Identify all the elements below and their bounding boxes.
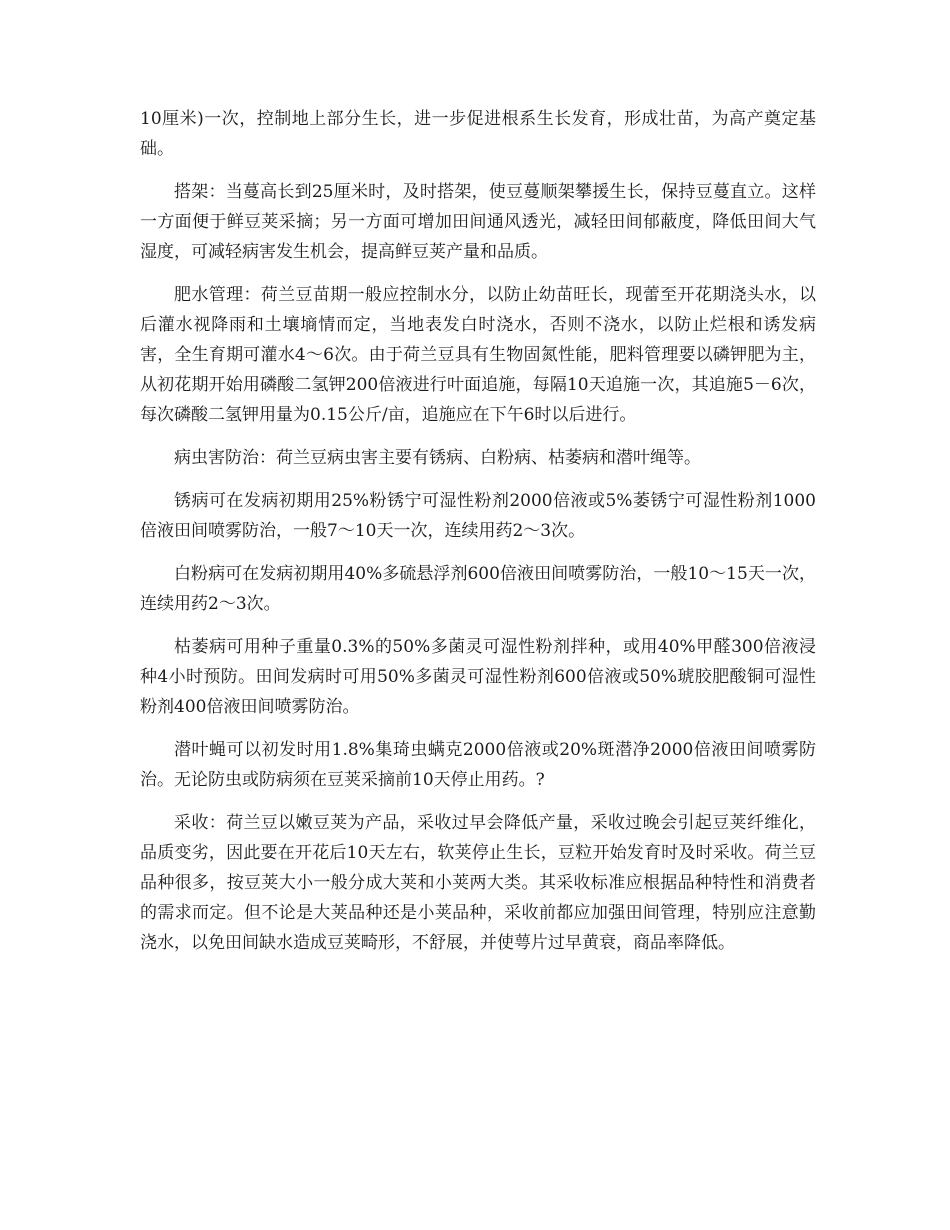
document-page — [140, 104, 816, 971]
paragraph-leaf-miner: 潜叶蝇可以初发时用1.8%集琦虫螨克2000倍液或20%斑潜净2000倍液田间喷雾防治。无论防虫或防病须在豆荚采摘前10天停止用药。? — [140, 740, 816, 790]
paragraph-wilt: 枯萎病可用种子重量0.3%的50%多菌灵可湿性粉剂拌种，或用40%甲醛300倍液浸种4小时预防。田间发病时可用50%多菌灵可湿性粉剂600倍液或50%琥胶肥酸铜可湿性粉剂400倍液田间喷雾防治。 — [140, 637, 816, 717]
paragraph-rust: 锈病可在发病初期用25%粉锈宁可湿性粉剂2000倍液或5%萎锈宁可湿性粉剂1000倍液田间喷雾防治，一般7～10天一次，连续用药2～3次。 — [140, 491, 816, 541]
paragraph-powdery-mildew: 白粉病可在发病初期用40%多硫悬浮剂600倍液田间喷雾防治，一般10～15天一次，连续用药2～3次。 — [140, 564, 816, 614]
paragraph-fertilizer-water: 肥水管理：荷兰豆苗期一般应控制水分，以防止幼苗旺长，现蕾至开花期浇头水，以后灌水视降雨和土壤墒情而定，当地表发白时浇水，否则不浇水，以防止烂根和诱发病害，全生育期可灌水4～6次。由于荷兰豆具有生物固氮性能，肥料管理要以磷钾肥为主，从初花期开始用磷酸二氢钾200倍液进行叶面追施，每隔10天追施一次，其追施5－6次，每次磷酸二氢钾用量为0.15公斤/亩，追施应在下午6时以后进行。 — [140, 285, 816, 425]
paragraph-trellis: 搭架：当蔓高长到25厘米时，及时搭架，使豆蔓顺架攀援生长，保持豆蔓直立。这样一方面便于鲜豆荚采摘；另一方面可增加田间通风透光，减轻田间郁蔽度，降低田间大气湿度，可减轻病害发生机会，提高鲜豆荚产量和品质。 — [140, 182, 816, 262]
paragraph-pest-control: 病虫害防治：荷兰豆病虫害主要有锈病、白粉病、枯萎病和潜叶绳等。 — [174, 448, 701, 468]
paragraph-seedling-control: 10厘米)一次，控制地上部分生长，进一步促进根系生长发育，形成壮苗，为高产奠定基础。 — [140, 109, 816, 159]
paragraph-harvest: 采收：荷兰豆以嫩豆荚为产品，采收过早会降低产量，采收过晚会引起豆荚纤维化，品质变劣，因此要在开花后10天左右，软荚停止生长，豆粒开始发育时及时采收。荷兰豆品种很多，按豆荚大小一般分成大荚和小荚两大类。其采收标准应根据品种特性和消费者的需求而定。但不论是大荚品种还是小荚品种，采收前都应加强田间管理，特别应注意勤浇水，以免田间缺水造成豆荚畸形，不舒展，并使萼片过早黄衰，商品率降低。 — [140, 813, 816, 953]
